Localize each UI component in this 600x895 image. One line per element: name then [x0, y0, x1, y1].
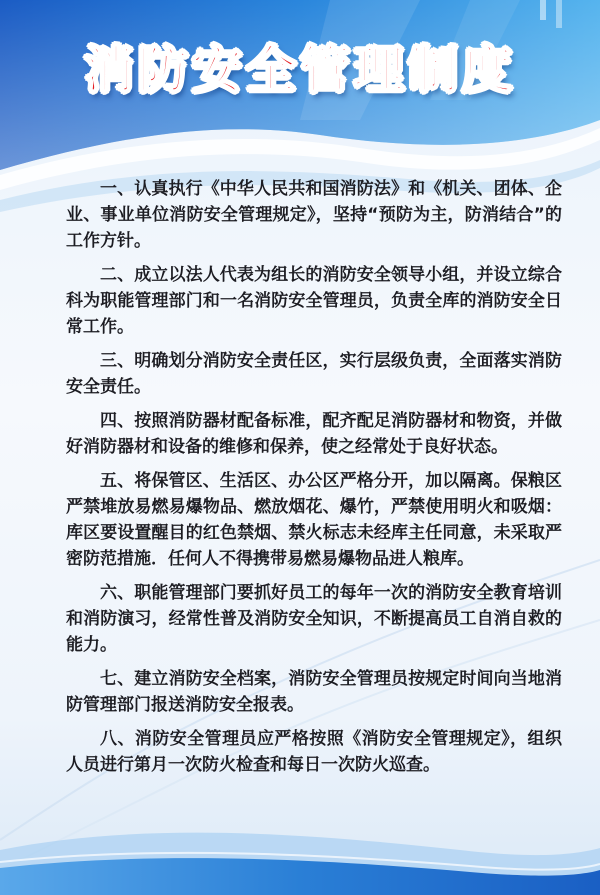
- paragraph-2: 二、成立以法人代表为组长的消防安全领导小组，并设立综合科为职能管理部门和一名消防安全管理员，负责全库的消防安全日常工作。: [66, 265, 562, 337]
- paragraph-5: 五、将保管区、生活区、办公区严格分开，加以隔离。保粮区严禁堆放易燃易爆物品、燃放烟花、爆竹，严禁使用明火和吸烟：库区要设置醒目的红色禁烟、禁火标志未经库主任同意，未采取严密防范措施．任何人不得携带易燃易爆物品进人粮库。: [66, 471, 562, 569]
- paragraph-3: 三、明确划分消防安全责任区，实行层级负责，全面落实消防安全责任。: [66, 351, 562, 397]
- paragraph-7: 七、建立消防安全档案，消防安全管理员按规定时间向当地消防管理部门报送消防安全报表。: [66, 669, 562, 715]
- paragraph-1: 一、认真执行《中华人民共和国消防法》和《机关、团体、企业、事业单位消防安全管理规定》，坚持“预防为主，防消结合”的工作方针。: [66, 179, 562, 251]
- paragraph-8: 八、消防安全管理员应严格按照《消防安全管理规定》，组织人员进行第月一次防火检查和每日一次防火巡查。: [66, 729, 562, 775]
- paragraph-6: 六、职能管理部门要抓好员工的每年一次的消防安全教育培训和消防演习，经常性普及消防安全知识，不断提高员工自消自救的能力。: [66, 583, 562, 655]
- paragraph-4: 四、按照消防器材配备标准，配齐配足消防器材和物资，并做好消防器材和设备的维修和保养，使之经常处于良好状态。: [66, 411, 562, 457]
- regulation-text: [66, 176, 562, 786]
- page-title: 消防安全管理制度: [84, 41, 516, 99]
